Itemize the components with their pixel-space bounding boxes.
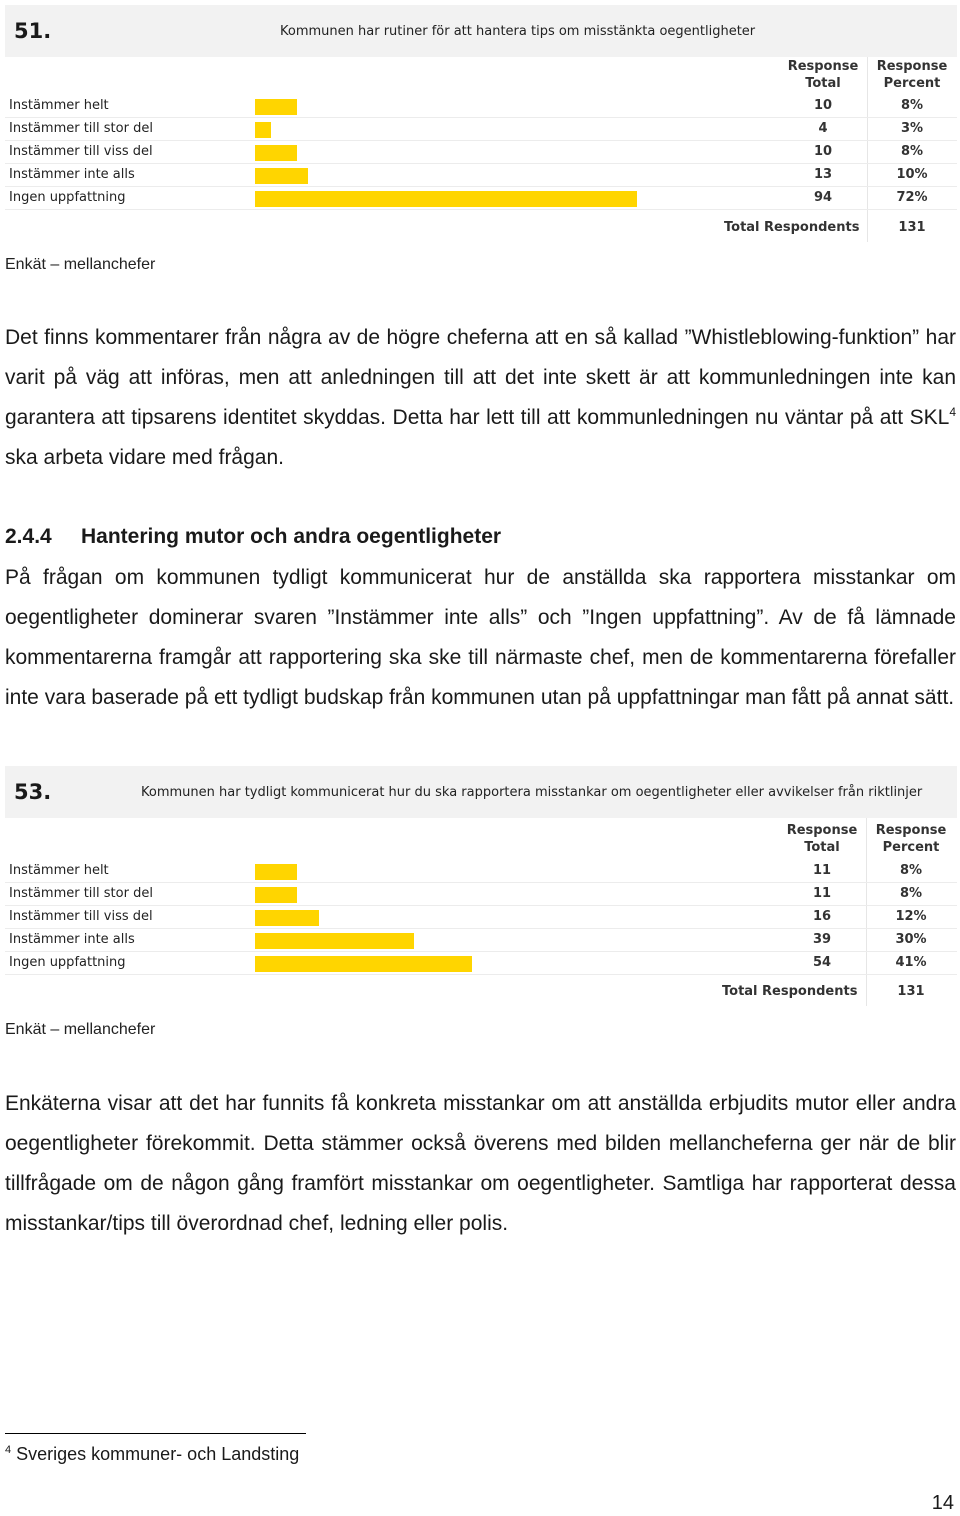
- total-respondents-label: Total Respondents: [724, 220, 860, 235]
- response-percent: 8%: [900, 98, 924, 113]
- response-row: [5, 187, 957, 210]
- total-respondents-value: 131: [897, 984, 925, 999]
- question-text: Kommunen har tydligt kommunicerat hur du ska rapportera misstankar om oegentligheter eller avvikelser från riktlinjer: [141, 785, 923, 800]
- footnote-text: Sveriges kommuner- och Landsting: [16, 1444, 300, 1464]
- response-label: Ingen uppfattning: [9, 955, 126, 970]
- response-bar: [255, 956, 472, 972]
- response-percent: 12%: [895, 909, 927, 924]
- body-paragraph: På frågan om kommunen tydligt kommunicerat hur de anställda ska rapportera misstankar om oegentligheter dominerar svaren ”Instämmer inte alls” och ”Ingen uppfattning”. Av de få lämnade kommentarerna framgår att rapportering ska ske till närmaste chef, men de kommentarerna förefaller inte vara baserade på ett tydligt budskap från kommunen utan på uppfattningar man fått på annat sätt.: [5, 566, 956, 709]
- row-divider: [5, 209, 957, 210]
- bar-track: [255, 122, 785, 138]
- footnote-divider: [5, 1433, 306, 1434]
- response-label: Instämmer till stor del: [9, 121, 153, 136]
- response-total: 11: [812, 863, 832, 878]
- total-respondents-value: 131: [898, 220, 926, 235]
- response-total: 11: [812, 886, 832, 901]
- survey-caption: Enkät – mellanchefer: [5, 256, 156, 273]
- column-header-response-percent: Response Percent: [875, 823, 947, 855]
- paragraph-text: Det finns kommentarer från några av de högre cheferna att en så kallad ”Whistleblowing-funktion” har varit på väg att införas, men att anledningen till att det inte skett är att kommunledningen inte kan garantera att tipsarens identitet skyddas. Detta har lett till att kommunledningen nu väntar på att SKL: [5, 326, 956, 429]
- response-total: 39: [812, 932, 832, 947]
- response-row: [5, 141, 957, 164]
- response-percent: 8%: [899, 863, 923, 878]
- total-respondents-label: Total Respondents: [722, 984, 858, 999]
- response-percent: 3%: [900, 121, 924, 136]
- survey-header: [5, 766, 957, 818]
- question-number: 53.: [14, 780, 52, 804]
- response-total: 94: [813, 190, 833, 205]
- survey-caption: Enkät – mellanchefer: [5, 1021, 156, 1038]
- response-percent: 8%: [900, 144, 924, 159]
- question-text: Kommunen har rutiner för att hantera tips om misstänkta oegentligheter: [280, 24, 756, 39]
- response-total: 16: [812, 909, 832, 924]
- footnote: [5, 1444, 299, 1465]
- response-total: 54: [812, 955, 832, 970]
- section-heading: [5, 525, 501, 549]
- section-title: Hantering mutor och andra oegentligheter: [81, 525, 502, 548]
- response-bar: [255, 887, 297, 903]
- response-label: Instämmer till viss del: [9, 909, 153, 924]
- response-bar: [255, 191, 637, 207]
- footnote-reference: 4: [949, 405, 956, 419]
- response-bar: [255, 168, 308, 184]
- response-bar: [255, 910, 319, 926]
- response-total: 13: [813, 167, 833, 182]
- response-row: [5, 860, 957, 883]
- response-percent: 10%: [896, 167, 928, 182]
- response-row: [5, 883, 957, 906]
- response-row: [5, 952, 957, 975]
- body-paragraph: [5, 318, 956, 478]
- bar-track: [255, 933, 785, 949]
- survey-chart-51: [5, 5, 957, 242]
- response-total: 10: [813, 98, 833, 113]
- page-number: 14: [931, 1492, 954, 1514]
- response-bar: [255, 933, 414, 949]
- bar-track: [255, 956, 785, 972]
- bar-track: [255, 910, 785, 926]
- response-bar: [255, 864, 297, 880]
- response-row: [5, 118, 957, 141]
- question-number: 51.: [14, 19, 52, 43]
- response-label: Instämmer helt: [9, 98, 109, 113]
- response-row: [5, 95, 957, 118]
- response-bar: [255, 99, 297, 115]
- bar-track: [255, 864, 785, 880]
- response-bar: [255, 122, 271, 138]
- response-row: [5, 906, 957, 929]
- response-bar: [255, 145, 297, 161]
- bar-track: [255, 191, 785, 207]
- response-label: Instämmer helt: [9, 863, 109, 878]
- response-percent: 72%: [896, 190, 928, 205]
- row-divider: [5, 974, 957, 975]
- response-total: 10: [813, 144, 833, 159]
- survey-chart-53: [5, 766, 957, 1006]
- response-percent: 41%: [895, 955, 927, 970]
- bar-track: [255, 99, 785, 115]
- response-percent: 30%: [895, 932, 927, 947]
- bar-track: [255, 168, 785, 184]
- response-percent: 8%: [899, 886, 923, 901]
- section-number: 2.4.4: [5, 525, 52, 548]
- response-label: Ingen uppfattning: [9, 190, 126, 205]
- response-label: Instämmer inte alls: [9, 932, 135, 947]
- column-header-response-total: Response Total: [786, 823, 858, 855]
- body-paragraph: Enkäterna visar att det har funnits få konkreta misstankar om att anställda erbjudits mutor eller andra oegentligheter förekommit. Detta stämmer också överens med bilden mellancheferna ger när de blir tillfrågade om de någon gång framfört misstankar om oegentligheter. Samtliga har rapporterat dessa misstankar/tips till överordnad chef, ledning eller polis.: [5, 1092, 956, 1235]
- paragraph-text-end: ska arbeta vidare med frågan.: [5, 446, 284, 469]
- column-header-response-total: Response Total: [787, 59, 859, 91]
- survey-header: [5, 5, 957, 57]
- response-row: [5, 164, 957, 187]
- response-label: Instämmer inte alls: [9, 167, 135, 182]
- column-header-response-percent: Response Percent: [876, 59, 948, 91]
- response-total: 4: [818, 121, 828, 136]
- response-label: Instämmer till viss del: [9, 144, 153, 159]
- response-row: [5, 929, 957, 952]
- bar-track: [255, 887, 785, 903]
- footnote-marker: 4: [5, 1444, 12, 1456]
- bar-track: [255, 145, 785, 161]
- response-label: Instämmer till stor del: [9, 886, 153, 901]
